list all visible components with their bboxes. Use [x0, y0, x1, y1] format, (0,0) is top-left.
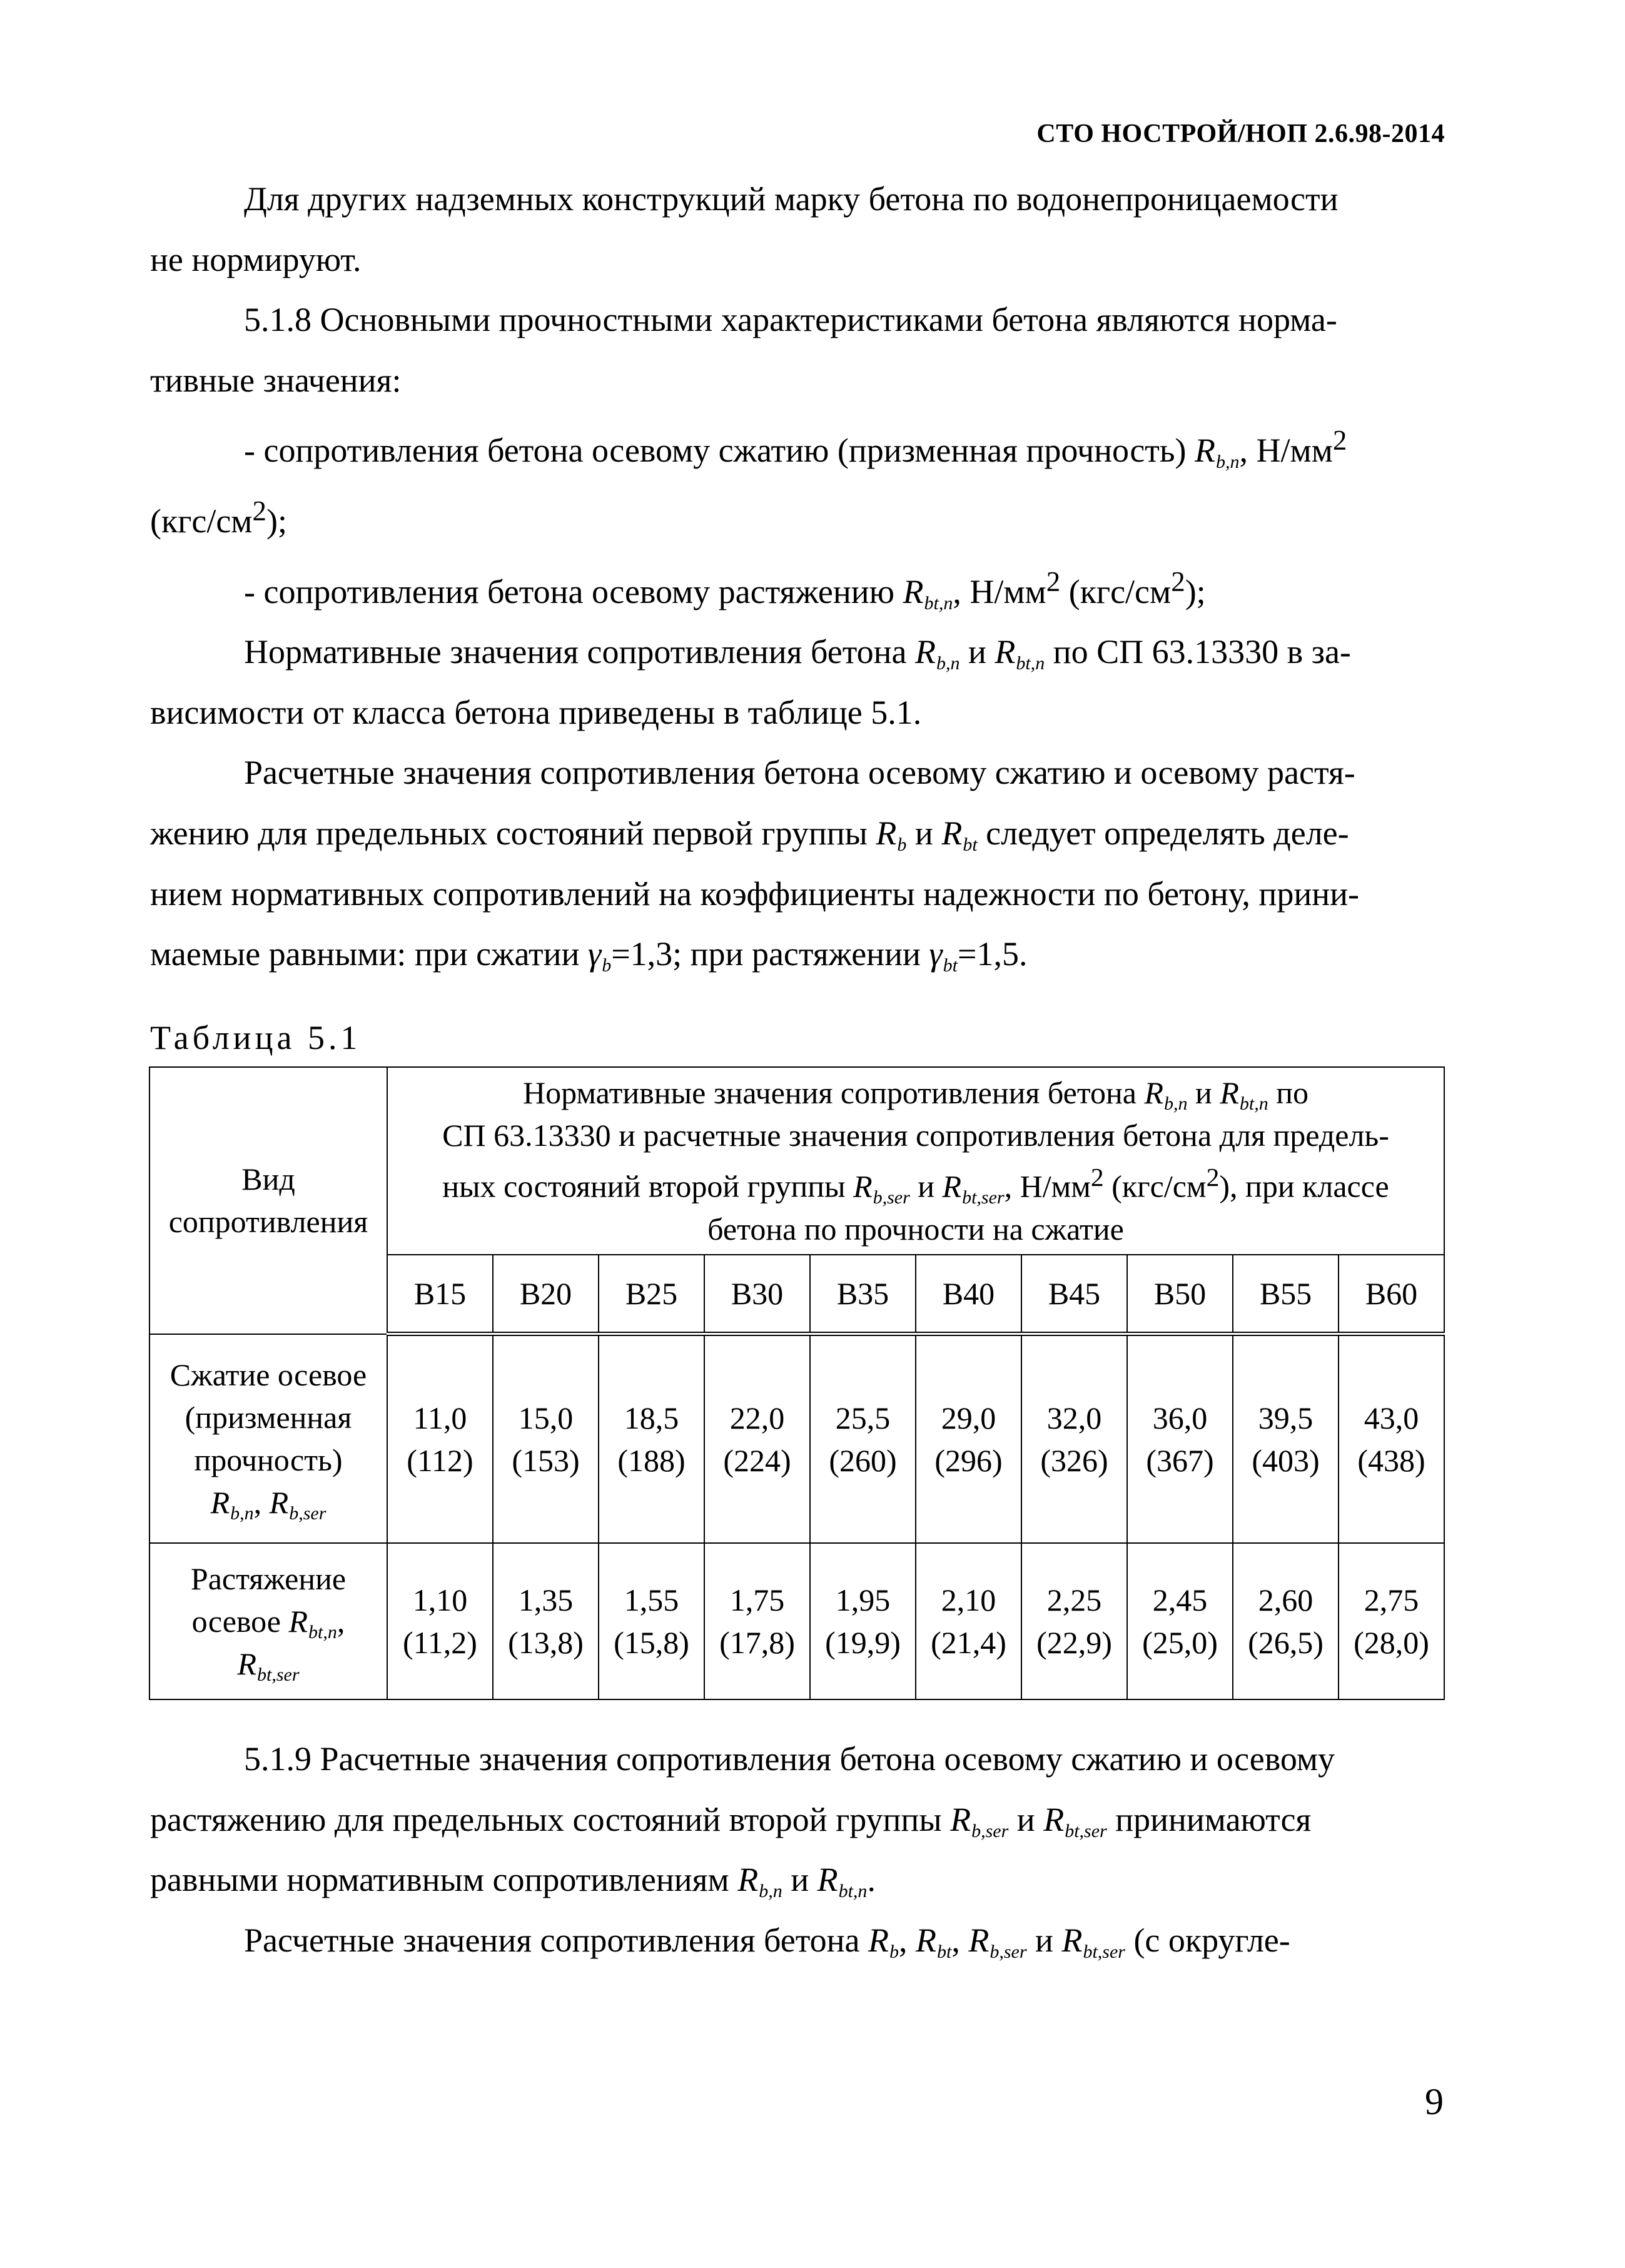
table-cell: 2,45 (25,0)	[1127, 1543, 1233, 1699]
row-label-tension: Растяжение осевое $R_{bt,n}$, $R_{bt,ser}$	[149, 1543, 387, 1699]
class-header: B50	[1127, 1255, 1233, 1334]
concrete-resistance-table	[149, 1066, 1445, 1700]
class-header: B60	[1339, 1255, 1444, 1334]
table-cell: 18,5 (188)	[599, 1334, 704, 1544]
table-cell: 36,0 (367)	[1127, 1334, 1233, 1544]
table-cell: 1,95 (19,9)	[810, 1543, 916, 1699]
paragraph-concrete-waterproof: Для других надземных конструкций марку бетона по водонепроницаемости не нормируют.	[150, 180, 1339, 278]
body-text-bottom	[150, 1729, 1445, 1970]
class-header: B35	[810, 1255, 916, 1334]
header-normative-values: Нормативные значения сопротивления бетона $R_{b,n}$ и $R_{bt,n}$ по СП 63.13330 и расчетные значения сопротивления бетона для предель- ных состояний второй группы $R_{b,ser}$ и $R_{bt,ser}$, $Н/мм^2$ $(кгс/см^2)$, при классе бетона по прочности на сжатие	[387, 1067, 1444, 1255]
table-cell: 11,0 (112)	[387, 1334, 493, 1544]
class-header: B20	[493, 1255, 599, 1334]
table-cell: 1,35 (13,8)	[493, 1543, 599, 1699]
table-cell: 2,75 (28,0)	[1339, 1543, 1444, 1699]
paragraph-normative-values: Нормативные значения сопротивления бетона $R_{b,n}$ и $R_{bt,n}$ по СП 63.13330 в за- висимости от класса бетона приведены в таблице 5.1.	[150, 633, 1351, 731]
table-cell: 2,10 (21,4)	[916, 1543, 1021, 1699]
class-header: B30	[704, 1255, 810, 1334]
table-cell: 43,0 (438)	[1339, 1334, 1444, 1544]
class-header: B25	[599, 1255, 704, 1334]
table-cell: 1,75 (17,8)	[704, 1543, 810, 1699]
table-cell: 1,10 (11,2)	[387, 1543, 493, 1699]
table-cell: 15,0 (153)	[493, 1334, 599, 1544]
paragraph-compression-item: - сопротивления бетона осевому сжатию (призменная прочность) $R_{b,n}$, $Н/мм^2$ $(кгс/см^2)$;	[150, 425, 1347, 540]
page-number: 9	[1425, 2081, 1444, 2122]
table-row-compression	[149, 1334, 1444, 1544]
class-header: B45	[1021, 1255, 1127, 1334]
table-cell: 22,0 (224)	[704, 1334, 810, 1544]
header-resistance-type: Вид сопротивления	[149, 1067, 387, 1334]
document-code-header: СТО НОСТРОЙ/НОП 2.6.98-2014	[1036, 119, 1445, 148]
paragraph-5-1-9: 5.1.9 Расчетные значения сопротивления бетона осевому сжатию и осевому растяжению для предельных состояний второй группы $R_{b,ser}$ и $R_{bt,ser}$ принимаются равными нормативным сопротивлениям $R_{b,n}$ и $R_{bt,n}$.	[150, 1740, 1335, 1902]
paragraph-design-values: Расчетные значения сопротивления бетона осевому сжатию и осевому растя- жению для предельных состояний первой группы $R_b$ и $R_{bt}$ следует определять деле- нием нормативных сопротивлений на коэффициенты надежности по бетону, прини- маемые равными: при сжатии $\gamma_b=1,3$; при растяжении $\gamma_{bt}=1,5$.	[150, 754, 1360, 976]
body-text-top	[150, 169, 1445, 985]
table-cell: 32,0 (326)	[1021, 1334, 1127, 1544]
paragraph-design-values-rounding: Расчетные значения сопротивления бетона $R_b$, $R_{bt}$, $R_{b,ser}$ и $R_{bt,ser}$ (с округле-	[244, 1921, 1290, 1962]
table-cell: 1,55 (15,8)	[599, 1543, 704, 1699]
class-header: B15	[387, 1255, 493, 1334]
table-cell: 2,25 (22,9)	[1021, 1543, 1127, 1699]
table-cell: 2,60 (26,5)	[1233, 1543, 1339, 1699]
table-row-tension	[149, 1543, 1444, 1699]
table-cell: 29,0 (296)	[916, 1334, 1021, 1544]
paragraph-tension-item: - сопротивления бетона осевому растяжению $R_{bt,n}$, $Н/мм^2$ $(кгс/см^2)$;	[244, 565, 1206, 614]
class-header: B55	[1233, 1255, 1339, 1334]
row-label-compression: Сжатие осевое (призменная прочность) $R_{b,n}$, $R_{b,ser}$	[149, 1334, 387, 1544]
table-caption: Таблица 5.1	[150, 1019, 362, 1056]
table-cell: 39,5 (403)	[1233, 1334, 1339, 1544]
table-cell: 25,5 (260)	[810, 1334, 916, 1544]
class-header: B40	[916, 1255, 1021, 1334]
paragraph-5-1-8: 5.1.8 Основными прочностными характеристиками бетона являются норма- тивные значения:	[150, 301, 1337, 399]
